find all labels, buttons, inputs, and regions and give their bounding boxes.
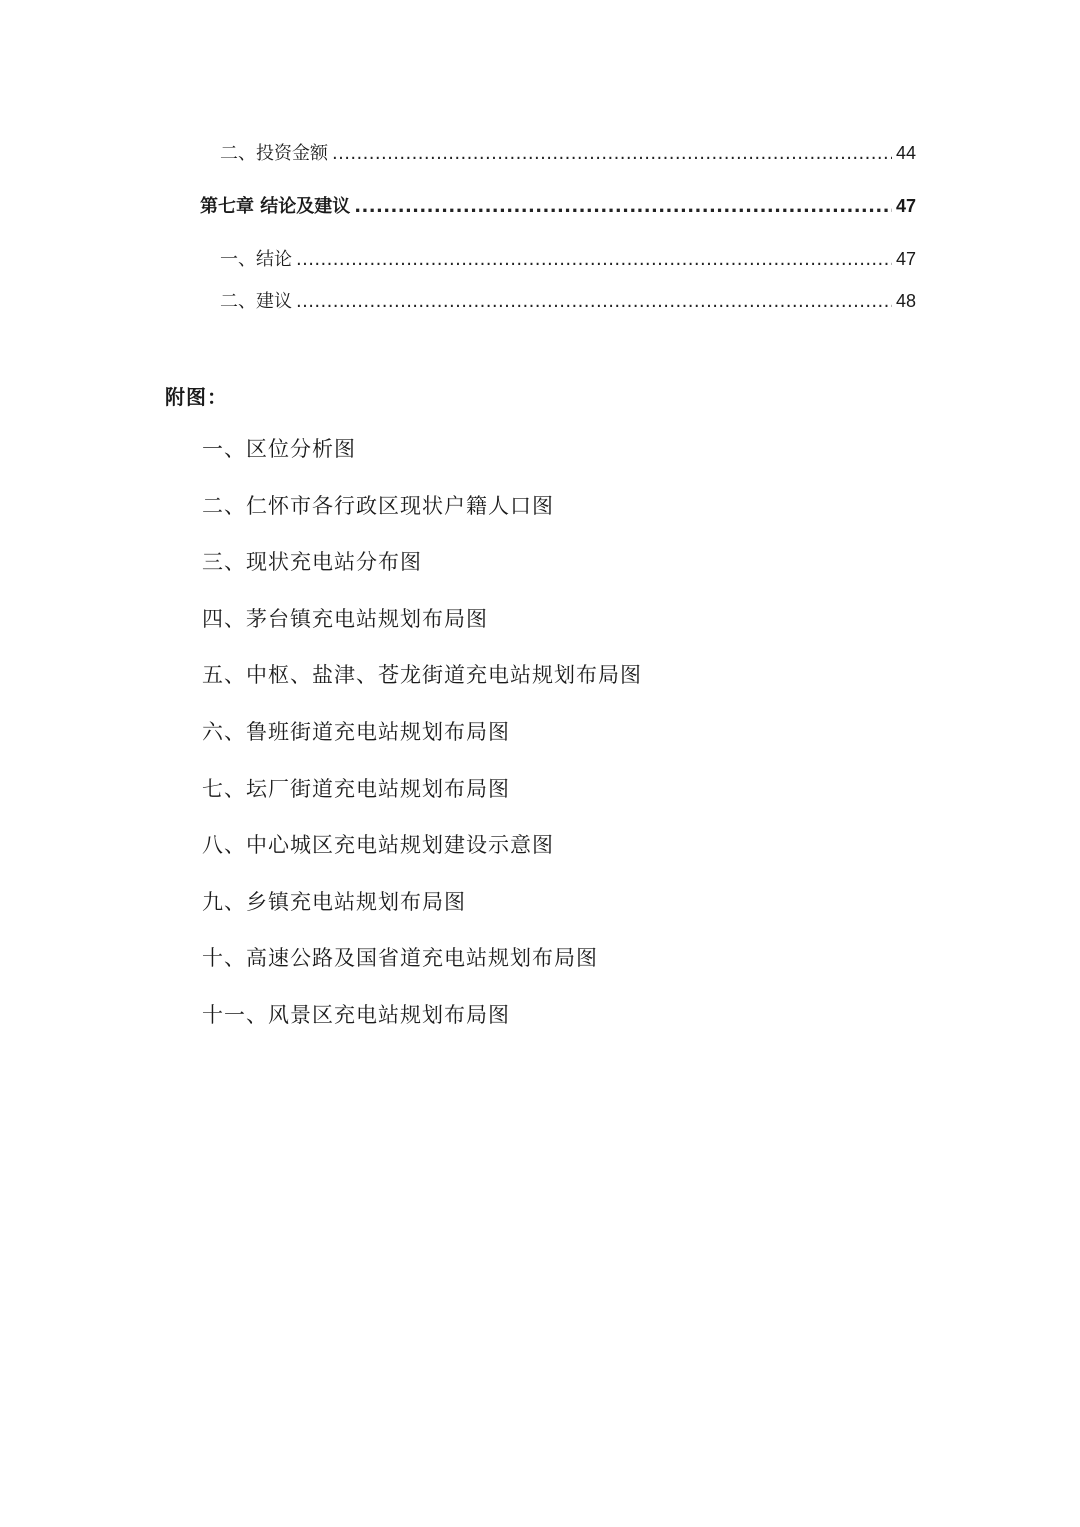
figure-item: 六、鲁班街道充电站规划布局图 xyxy=(202,719,510,744)
figure-item: 二、仁怀市各行政区现状户籍人口图 xyxy=(202,493,554,518)
toc-entry-title: 建议 xyxy=(256,291,292,312)
toc-page-number: 47 xyxy=(895,196,916,216)
dot-leader xyxy=(296,248,892,272)
toc-entry-number: 二、 xyxy=(220,143,256,164)
figure-item: 五、中枢、盐津、苍龙街道充电站规划布局图 xyxy=(202,663,642,688)
toc-page-number: 44 xyxy=(895,143,916,163)
toc-page-number: 48 xyxy=(895,291,916,311)
toc-chapter-title: 第七章 结论及建议 xyxy=(200,196,351,217)
dot-leader xyxy=(332,142,892,166)
figure-item: 三、现状充电站分布图 xyxy=(202,550,422,575)
figure-item: 一、区位分析图 xyxy=(202,437,356,461)
toc-entry-conclusion[interactable] xyxy=(220,247,916,272)
figures-heading: 附图： xyxy=(165,385,228,409)
toc-entry-title: 投资金额 xyxy=(256,143,328,164)
figure-item: 七、坛厂街道充电站规划布局图 xyxy=(202,776,510,801)
figure-item: 十一、风景区充电站规划布局图 xyxy=(202,1002,510,1027)
figure-item: 九、乡镇充电站规划布局图 xyxy=(202,889,466,914)
figure-item: 十、高速公路及国省道充电站规划布局图 xyxy=(202,946,598,971)
figure-item: 八、中心城区充电站规划建设示意图 xyxy=(202,833,554,858)
toc-entry-number: 二、 xyxy=(220,291,256,312)
dot-leader xyxy=(296,290,892,314)
toc-entry-chapter-seven[interactable] xyxy=(200,194,916,219)
figures-list xyxy=(202,435,642,1058)
toc-entry-recommendation[interactable] xyxy=(220,289,916,314)
toc-entry-title: 结论 xyxy=(256,249,292,270)
dot-leader xyxy=(354,195,892,219)
toc-entry-investment-amount[interactable] xyxy=(220,141,916,166)
toc-entry-number: 一、 xyxy=(220,249,256,270)
figure-item: 四、茅台镇充电站规划布局图 xyxy=(202,606,488,631)
toc-page-number: 47 xyxy=(895,249,916,269)
